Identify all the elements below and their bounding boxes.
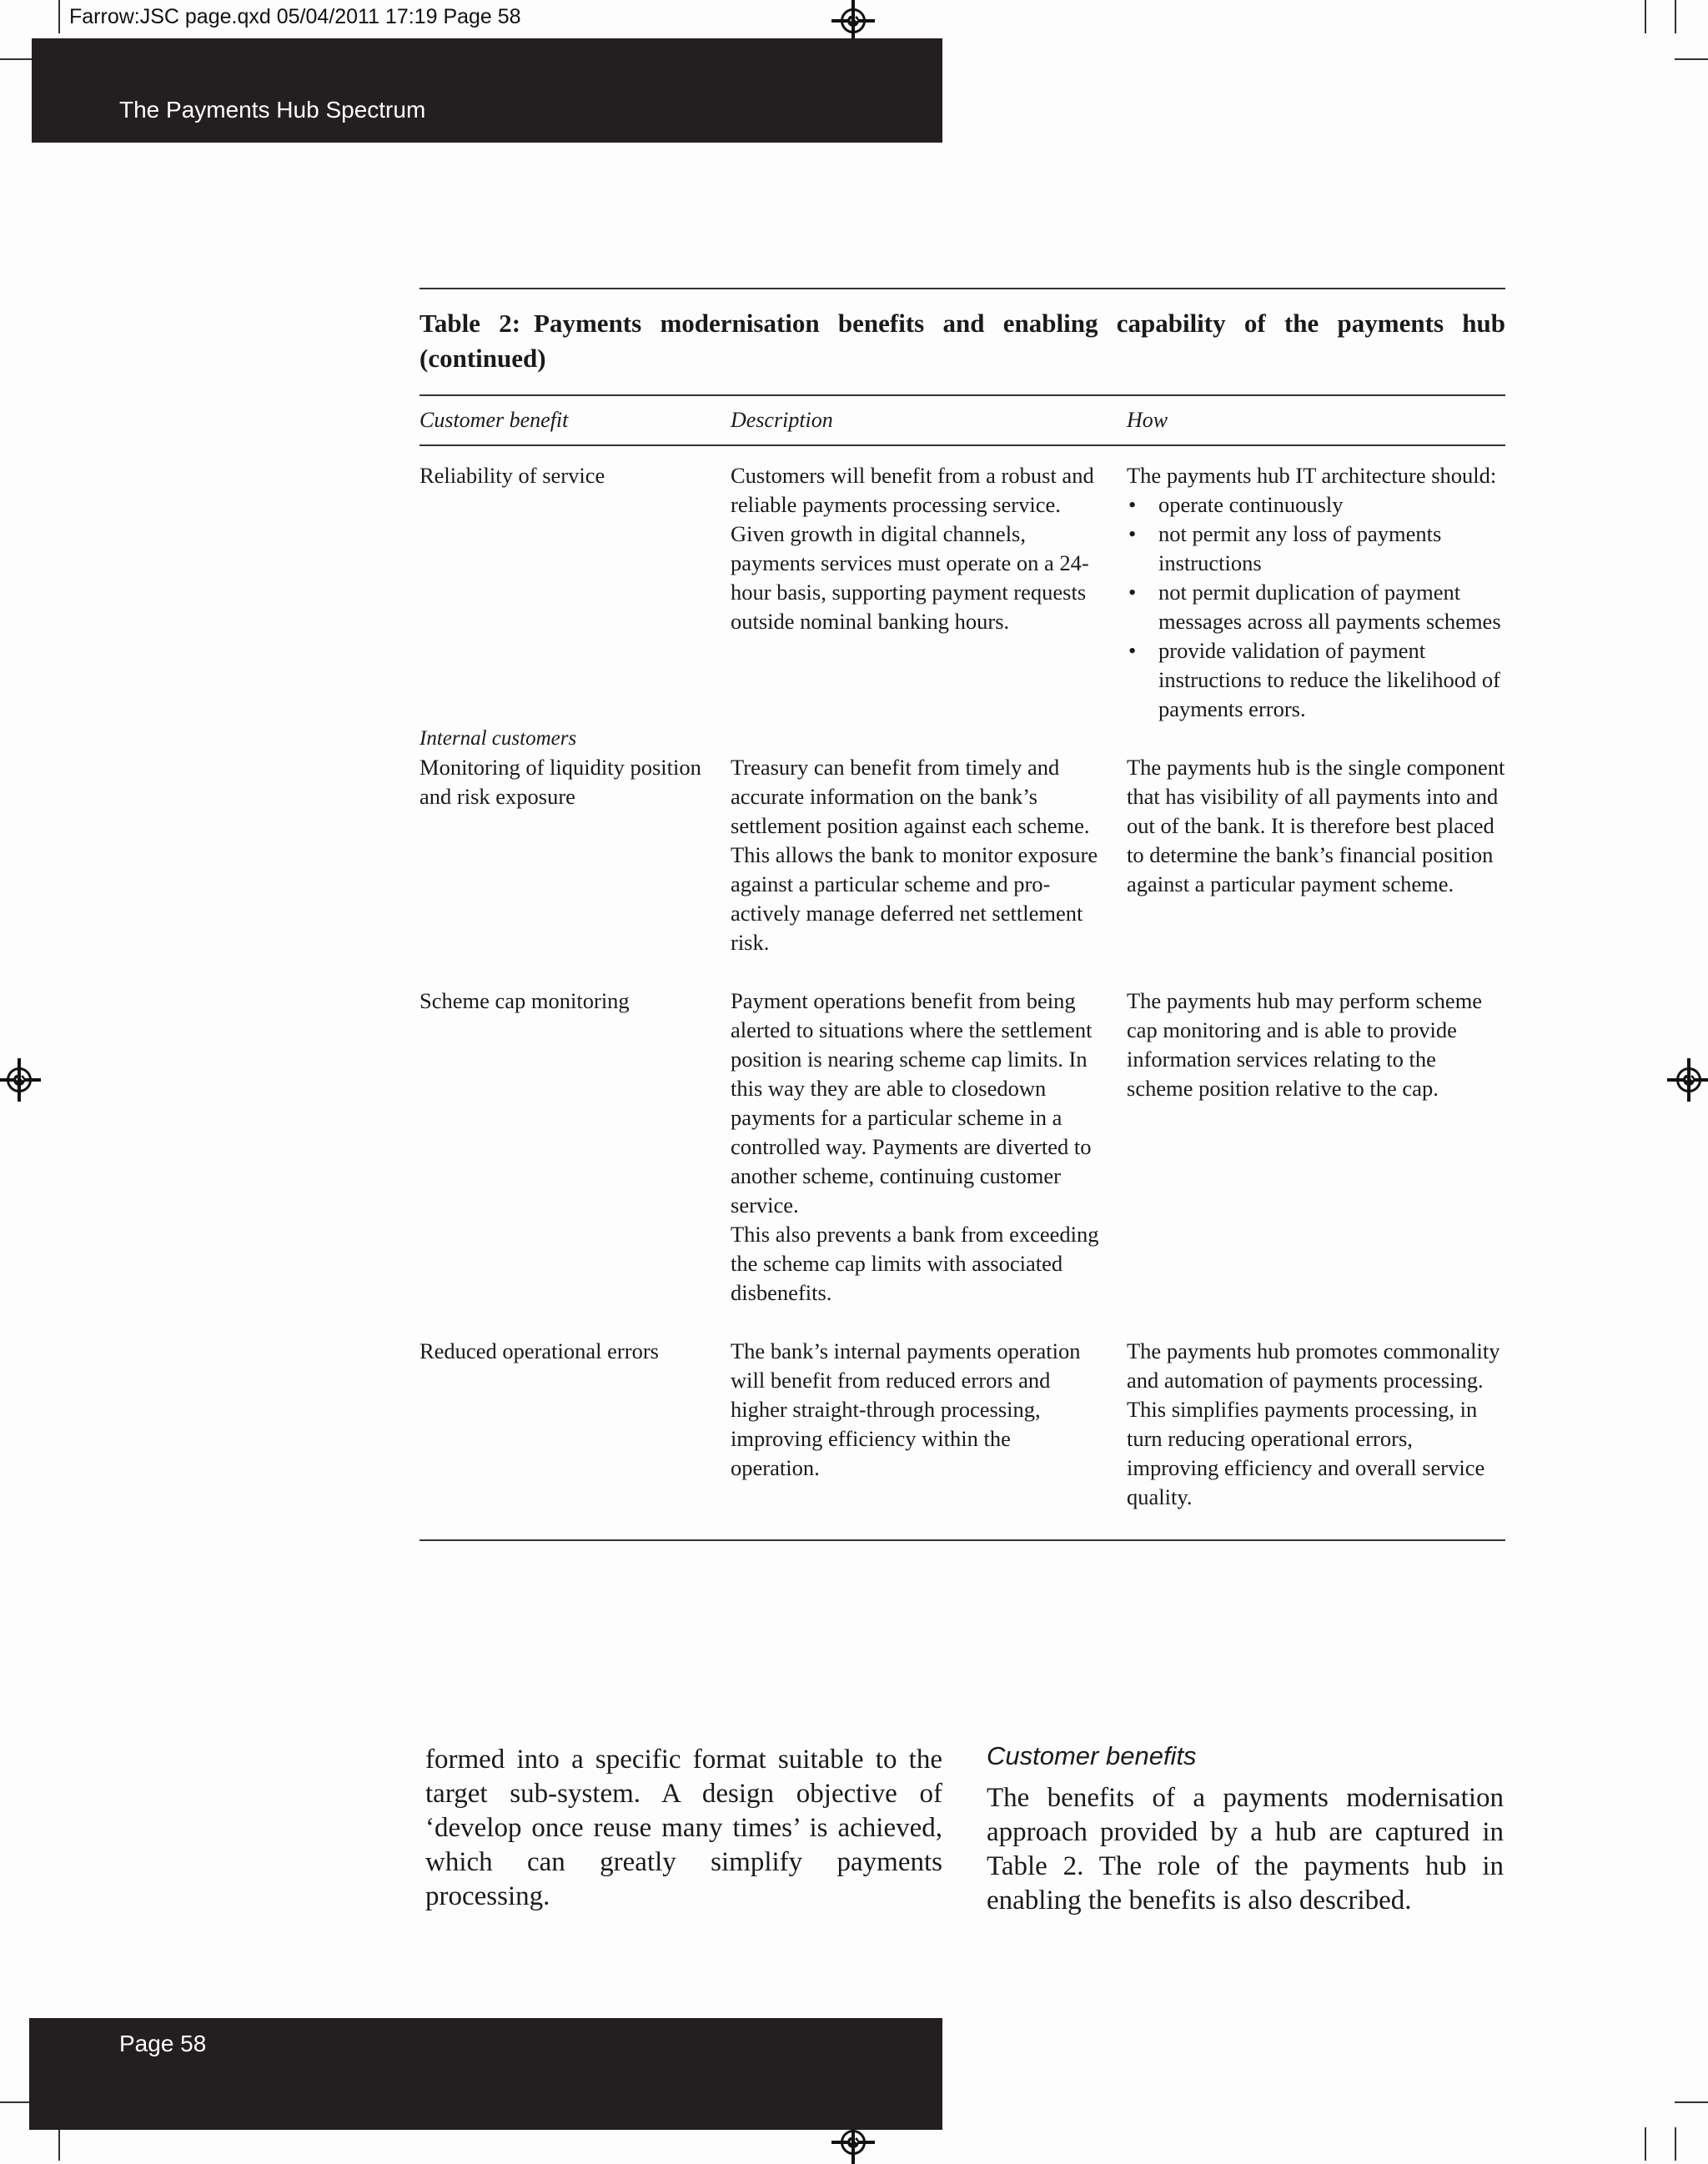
spacer — [1127, 724, 1505, 753]
table-subheading: Internal customers — [419, 727, 577, 750]
registration-mark-icon — [841, 2130, 866, 2155]
description-text: Given growth in digital channels, payments services must operate on a 24-hour basis, supporting payment requests outside nominal banking hours. — [731, 521, 1089, 634]
column-header: How — [1127, 396, 1505, 445]
table-row — [419, 1308, 1505, 1539]
registration-mark-icon — [7, 1067, 32, 1092]
how-cell: The payments hub may perform scheme cap monitoring and is able to provide information services relating to the scheme position relative to the cap. — [1127, 988, 1483, 1101]
crop-mark — [58, 2127, 60, 2161]
table-label: Table 2: — [419, 309, 521, 338]
body-paragraph: formed into a specific format suitable to the target sub-system. A design objective of ‘develop once reuse many times’ is achieved, which can greatly simplify payments processing. — [425, 1745, 942, 1911]
column-header: Description — [731, 396, 1127, 445]
how-cell: The payments hub promotes commonality and automation of payments processing. This simplifies payments processing, in turn reducing operational errors, improving efficiency and overall service quality. — [1127, 1338, 1500, 1509]
table-row — [419, 957, 1505, 1308]
benefits-table — [419, 396, 1505, 1539]
how-cell — [1127, 445, 1505, 724]
how-intro: The payments hub IT architecture should: — [1127, 463, 1497, 488]
description-cell — [731, 957, 1127, 1308]
table-header-row — [419, 396, 1505, 445]
page-number: Page 58 — [119, 2031, 207, 2056]
crop-mark — [0, 58, 33, 60]
table-row — [419, 445, 1505, 724]
table-caption — [419, 289, 1505, 394]
registration-mark-icon — [841, 8, 866, 33]
crop-mark — [1675, 0, 1676, 33]
crop-mark — [1675, 2101, 1708, 2103]
how-text: The payments hub is the single component that has visibility of all payments into and out of the bank. It is therefore best placed to determine the bank’s financial position against a particular payment scheme. — [1127, 755, 1505, 896]
benefit-text: Monitoring of liquidity position and risk exposure — [419, 755, 701, 809]
bullet-item: • operate continuously — [1127, 490, 1505, 520]
section-heading: Customer benefits — [987, 1741, 1197, 1770]
description-text: Payment operations benefit from being alerted to situations where the settlement position is nearing scheme cap limits. In this way they are able to closedown payments for a particular scheme in a controlled way. Payments are diverted to another scheme, continuing customer service. — [731, 988, 1093, 1218]
table-title: Payments modernisation benefits and enabling capability of the payments hub (continued) — [419, 309, 1505, 373]
running-head-bar — [32, 38, 942, 143]
bullet-item: • not permit duplication of payment messages across all payments schemes — [1127, 578, 1505, 636]
description-text: Customers will benefit from a robust and reliable payments processing service. — [731, 463, 1094, 517]
bullet-item: • provide validation of payment instructions to reduce the likelihood of payments errors. — [1127, 636, 1505, 724]
footer-bar — [29, 2018, 942, 2130]
description-text: This allows the bank to monitor exposure against a particular scheme and pro-actively manage deferred net settlement risk. — [731, 842, 1098, 955]
description-cell — [731, 445, 1127, 724]
crop-mark — [1675, 2127, 1676, 2161]
column-header: Customer benefit — [419, 396, 731, 445]
benefit-cell: Reliability of service — [419, 463, 605, 488]
crop-mark — [1645, 0, 1646, 33]
description-cell: The bank’s internal payments operation will benefit from reduced errors and higher straight-through processing, improving efficiency within the operation. — [731, 1338, 1081, 1480]
body-column-left — [425, 1743, 942, 1914]
benefit-cell — [419, 724, 731, 957]
print-slug: Farrow:JSC page.qxd 05/04/2011 17:19 Page 58 — [69, 5, 521, 28]
crop-mark — [58, 0, 60, 33]
bullet-item: • not permit any loss of payments instructions — [1127, 520, 1505, 578]
description-text: Treasury can benefit from timely and accurate information on the bank’s settlement position against each scheme. — [731, 755, 1090, 838]
table-2 — [419, 288, 1505, 1541]
registration-mark-icon — [1676, 1067, 1701, 1092]
crop-mark — [0, 2101, 33, 2103]
body-column-right — [987, 1740, 1504, 1918]
table-row — [419, 724, 1505, 957]
table-bottom-rule — [419, 1539, 1505, 1541]
description-text: This also prevents a bank from exceeding the scheme cap limits with associated disbenefits. — [731, 1222, 1099, 1305]
benefit-cell: Scheme cap monitoring — [419, 988, 630, 1013]
spacer — [731, 724, 1105, 753]
crop-mark — [1645, 2127, 1646, 2161]
benefit-cell: Reduced operational errors — [419, 1338, 659, 1363]
body-paragraph: The benefits of a payments modernisation approach provided by a hub are captured in Table 2. The role of the payments hub in enabling the benefits is also described. — [987, 1783, 1504, 1915]
running-head: The Payments Hub Spectrum — [119, 97, 426, 123]
crop-mark — [1675, 58, 1708, 60]
how-bullet-list — [1127, 490, 1505, 724]
description-cell — [731, 724, 1127, 957]
how-cell — [1127, 724, 1505, 957]
